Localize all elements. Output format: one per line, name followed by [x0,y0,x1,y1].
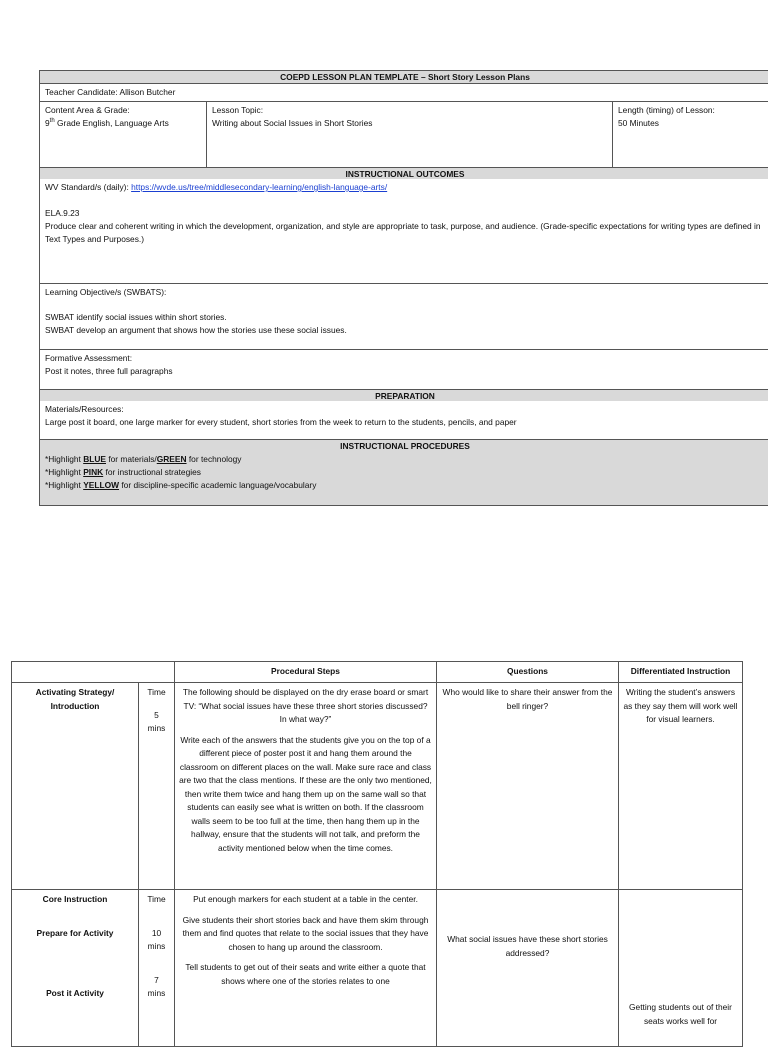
procedures-header: INSTRUCTIONAL PROCEDURES [340,441,470,451]
prepare-question: What social issues have these short stories addressed? [447,934,608,958]
highlight-yellow-word: YELLOW [83,480,120,490]
standard-line [45,181,765,194]
activating-label: Activating Strategy/ Introduction [12,683,139,890]
materials-value: Large post it board, one large marker for every student, short stories from the week to return to the students, pencils, and paper [45,417,517,427]
activating-question: Who would like to share their answer from the bell ringer? [437,683,619,890]
preparation-header: PREPARATION [40,389,768,401]
lesson-plan-table [39,70,768,506]
formative-label: Formative Assessment: [45,353,133,363]
header-differentiated: Differentiated Instruction [619,662,743,683]
core-diff-cell [619,890,743,1047]
postit-time-unit: mins [147,988,166,998]
teacher-candidate: Teacher Candidate: Allison Butcher [40,83,768,101]
objective-2: SWBAT develop an argument that shows how the stories use these social issues. [45,325,347,335]
grade-text: Grade English, Language Arts [54,118,169,128]
standard-label: WV Standard/s (daily): [45,182,132,192]
materials-label: Materials/Resources: [45,404,124,414]
activating-steps [175,683,437,890]
lesson-topic-label: Lesson Topic: [212,105,264,115]
standards-section [40,179,768,283]
highlight-green-word: GREEN [156,454,187,464]
prepare-time-num: 10 [151,927,162,938]
grade-suffix: th [49,118,55,125]
content-area-cell [40,102,206,167]
header-blank [12,662,175,683]
activating-time-unit: mins [147,723,166,733]
objective-1: SWBAT identify social issues within short stories. [45,312,227,322]
content-area-label: Content Area & Grade: [45,105,130,115]
outcomes-header: INSTRUCTIONAL OUTCOMES [40,167,768,179]
core-steps-cell [175,890,437,1047]
core-time-cell [139,890,175,1047]
grade-number: 9 [45,118,50,128]
activating-step-1: The following should be displayed on the dry erase board or smart TV: “What social issues have these three short stories discussed? In what way?” [182,687,429,724]
lesson-topic-value: Writing about Social Issues in Short Stories [212,118,373,128]
table-row [12,683,743,890]
core-question-cell [437,890,619,1047]
activating-time [139,683,175,890]
lesson-length-label: Length (timing) of Lesson: [618,105,715,115]
highlight-blue-green: *Highlight BLUE for materials/GREEN for technology [45,454,242,464]
highlight-pink: *Highlight PINK for instructional strategies [45,467,201,477]
standard-link[interactable]: https://wvde.us/tree/middlesecondary-learning/english-language-arts/ [131,182,388,192]
highlight-blue-word: BLUE [83,454,106,464]
activating-time-label: Time [147,687,166,697]
formative-section [40,349,768,389]
core-time-label: Time [147,894,166,904]
postit-step: Tell students to get out of their seats and write either a quote that shows where one of the stories relates to one [185,962,426,986]
materials-section [40,401,768,439]
core-instruction-label: Core Instruction [42,894,108,904]
content-area-value [45,117,201,130]
highlight-yellow: *Highlight YELLOW for discipline-specific academic language/vocabulary [45,480,317,490]
header-questions: Questions [437,662,619,683]
prepare-time-unit: mins [147,941,166,951]
table-header-row [12,662,743,683]
activating-diff: Writing the student’s answers as they say them will work well for visual learners. [619,683,743,890]
activating-time-num: 5 [154,709,159,720]
procedures-table [11,661,742,1047]
table-row [12,890,743,1047]
formative-value: Post it notes, three full paragraphs [45,366,173,376]
core-step: Put enough markers for each student at a table in the center. [193,894,418,904]
postit-diff: Getting students out of their seats works well for [629,1002,732,1026]
prepare-activity-label: Prepare for Activity [36,927,114,938]
objectives-section [40,283,768,349]
procedures-section [40,439,768,505]
highlight-pink-word: PINK [83,467,104,477]
objectives-label: Learning Objective/s (SWBATS): [45,287,167,297]
lesson-topic-cell [206,102,612,167]
activating-step-2: Write each of the answers that the students give you on the top of a different piece of poster post it and hang them around the classroom on different places on the wall. Make sure race and class are two that the class mentions. If these are the only two mentioned, then write them twice and hang them up on the same wall so that students can easily see what is written on both. If the classroom walls seem to be too full at the time, then hang them up in the hallway, ensure that the students will not talk, and preform the activity mentioned below when the time comes. [179,734,432,853]
prepare-step: Give students their short stories back and have them skim through them and find quotes that relate to the social issues that they have chosen to hang up around the classroom. [182,914,429,952]
lesson-length-cell [612,102,768,167]
lesson-info-row [40,101,768,167]
postit-activity-label: Post it Activity [46,988,104,998]
core-instruction-cell [12,890,139,1047]
standard-text: Produce clear and coherent writing in which the development, organization, and style are appropriate to task, purpose, and audience. (Grade-specific expectations for writing types are defined in Text Types and Purposes.) [45,221,761,244]
lesson-length-value: 50 Minutes [618,118,659,128]
postit-time-num: 7 [154,974,159,985]
standard-code: ELA.9.23 [45,208,80,218]
plan-title: COEPD LESSON PLAN TEMPLATE – Short Story Lesson Plans [40,71,768,83]
header-procedural-steps: Procedural Steps [175,662,437,683]
